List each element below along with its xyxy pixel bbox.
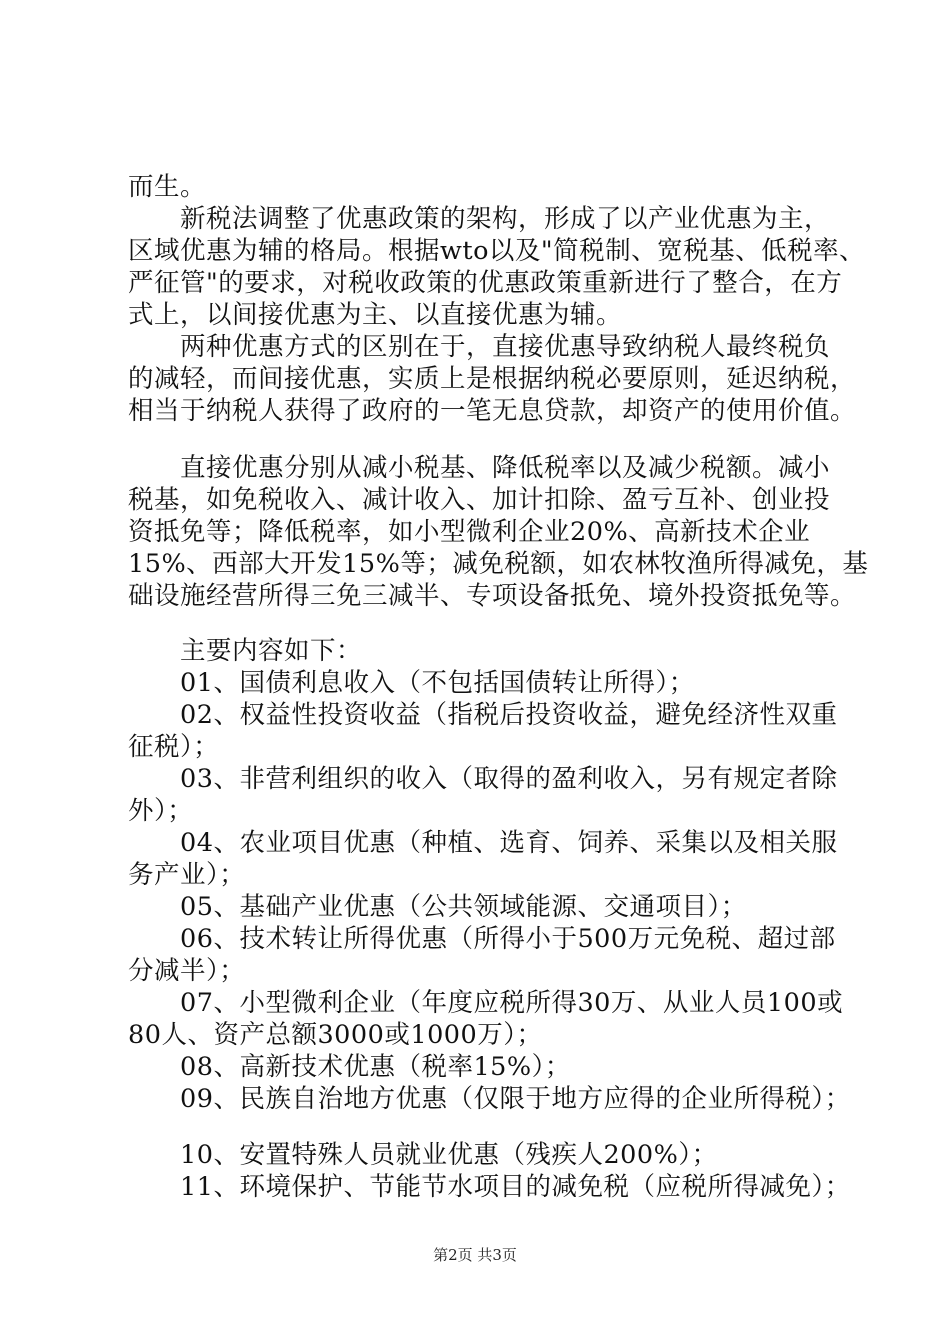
text-line: 15%、西部大开发15%等；减免税额，如农林牧渔所得减免，基: [128, 549, 869, 579]
list-item-continuation: 80人、资产总额3000或1000万）；: [128, 1020, 543, 1050]
text-line: 式上，以间接优惠为主、以直接优惠为辅。: [128, 300, 623, 330]
list-item: 02、权益性投资收益（指税后投资收益，避免经济性双重: [180, 700, 838, 730]
text-line: 的减轻，而间接优惠，实质上是根据纳税必要原则，延迟纳税，: [128, 364, 857, 394]
list-item: 09、民族自治地方优惠（仅限于地方应得的企业所得税）；: [180, 1084, 851, 1114]
text-line: 严征管"的要求，对税收政策的优惠政策重新进行了整合，在方: [128, 268, 843, 298]
text-line: 而生。: [128, 172, 207, 202]
list-item: 01、国债利息收入（不包括国债转让所得）；: [180, 668, 695, 698]
list-item: 11、环境保护、节能节水项目的减免税（应税所得减免）；: [180, 1172, 851, 1202]
text-line: 两种优惠方式的区别在于，直接优惠导致纳税人最终税负: [180, 332, 831, 362]
text-line: 直接优惠分别从减小税基、降低税率以及减少税额。减小: [180, 453, 831, 483]
list-item-continuation: 务产业）；: [128, 860, 246, 890]
list-item: 03、非营利组织的收入（取得的盈利收入，另有规定者除: [180, 764, 838, 794]
list-item-continuation: 分减半）；: [128, 956, 246, 986]
list-item-continuation: 征税）；: [128, 732, 220, 762]
text-line: 础设施经营所得三免三减半、专项设备抵免、境外投资抵免等。: [128, 581, 857, 611]
list-item-continuation: 外）；: [128, 796, 194, 826]
list-item: 06、技术转让所得优惠（所得小于500万元免税、超过部: [180, 924, 836, 954]
text-line: 相当于纳税人获得了政府的一笔无息贷款，却资产的使用价值。: [128, 396, 857, 426]
list-item: 04、农业项目优惠（种植、选育、饲养、采集以及相关服: [180, 828, 838, 858]
section-heading: 主要内容如下：: [180, 636, 363, 666]
page-footer: 第2页 共3页: [433, 1246, 517, 1264]
list-item: 08、高新技术优惠（税率15%）；: [180, 1052, 571, 1082]
list-item: 07、小型微利企业（年度应税所得30万、从业人员100或: [180, 988, 844, 1018]
text-line: 资抵免等；降低税率，如小型微利企业20%、高新技术企业: [128, 517, 811, 547]
text-line: 税基，如免税收入、减计收入、加计扣除、盈亏互补、创业投: [128, 485, 831, 515]
text-line: 区域优惠为辅的格局。根据wto以及"简税制、宽税基、低税率、: [128, 236, 866, 266]
list-item: 05、基础产业优惠（公共领域能源、交通项目）；: [180, 892, 747, 922]
list-item: 10、安置特殊人员就业优惠（残疾人200%）；: [180, 1140, 718, 1170]
text-line: 新税法调整了优惠政策的架构，形成了以产业优惠为主，: [180, 204, 831, 234]
